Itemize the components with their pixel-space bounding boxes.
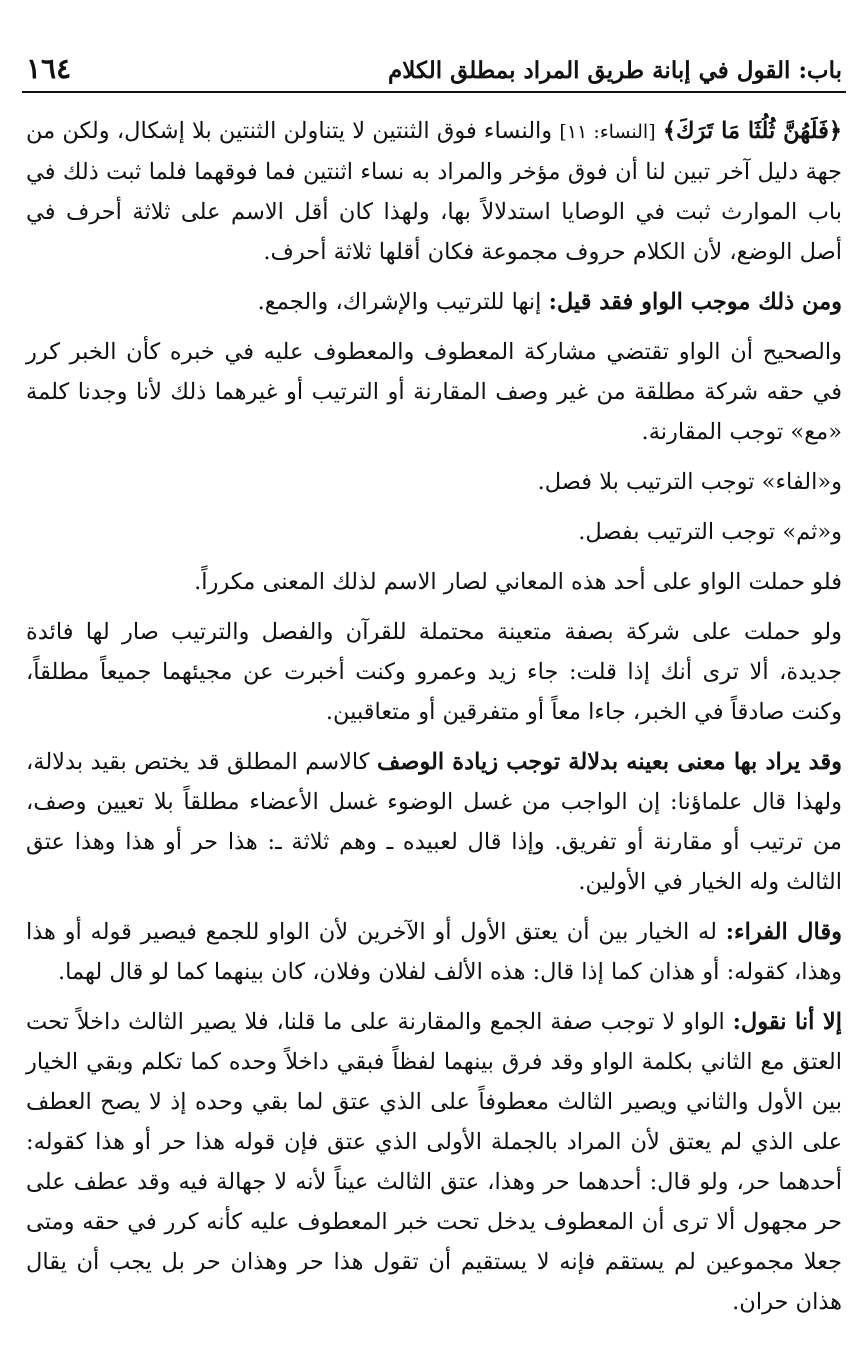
paragraph <box>26 612 842 732</box>
paragraph-text: والنساء فوق الثنتين لا يتناولن الثنتين بلا إشكال، ولكن من جهة دليل آخر تبين لنا أن فوق مؤخر والمراد به نساء اثنتين فما فوقهما فلما ثبت ذلك في باب الموارث ثبت في الوصايا استدلالاً بها، ولهذا كان أقل الاسم على ثلاثة أحرف في أصل الوضع، لأن الكلام حروف مجموعة فكان أقلها ثلاثة أحرف. <box>26 118 842 265</box>
paragraph-text: فلو حملت الواو على أحد هذه المعاني لصار الاسم لذلك المعنى مكرراً. <box>194 569 842 595</box>
paragraph-lead: وقد يراد بها معنى بعينه بدلالة توجب زيادة الوصف <box>376 749 843 775</box>
paragraph <box>26 462 842 502</box>
paragraph <box>26 912 842 992</box>
chapter-title: باب: القول في إبانة طريق المراد بمطلق الكلام <box>388 57 842 84</box>
paragraph-text: والصحيح أن الواو تقتضي مشاركة المعطوف والمعطوف عليه في خبره كأن الخبر كرر في حقه شركة مطلقة من غير وصف المقارنة أو الترتيب أو غيرهما ذلك لأنا وجدنا كلمة «مع» توجب المقارنة. <box>26 339 842 445</box>
quran-verse: ﴿فَلَهُنَّ ثُلُثَا مَا تَرَكَ﴾ <box>662 118 843 144</box>
page-number: ١٦٤ <box>26 52 72 85</box>
paragraph <box>26 1002 842 1322</box>
paragraph <box>26 332 842 452</box>
paragraph-lead: إلا أنا نقول: <box>732 1009 843 1035</box>
paragraph-text: الواو لا توجب صفة الجمع والمقارنة على ما قلنا، فلا يصير الثالث داخلاً تحت العتق مع الثاني بكلمة الواو وقد فرق بينهما لفظاً فبقي داخلاً وحده كما تكلم وبقي الخيار بين الأول والثاني ويصير الثالث معطوفاً على الذي عتق لما بقي وحده إذ لا يصح العطف على الذي لم يعتق لأن المراد بالجملة الأولى الذي عتق فإن قوله هذا حر أو هذا كقوله: أحدهما حر، ولو قال: أحدهما حر وهذا، عتق الثالث عيناً لأنه لا جهالة فيه وقد عطف على حر مجهول ألا ترى أن المعطوف يدخل تحت خبر المعطوف عليه كأنه كرر في حقه ومتى جعلا مجموعين لم يستقم فإنه لا يستقيم أن تقول هذا حر وهذان حر بل يجب أن يقال هذان حران. <box>26 1009 842 1315</box>
paragraph-text: ولو حملت على شركة بصفة متعينة محتملة للقرآن والفصل والترتيب صار لها فائدة جديدة، ألا ترى أنك إذا قلت: جاء زيد وعمرو وكنت أخبرت عن مجيئهما جميعاً مطلقاً، وكنت صادقاً في الخبر، جاءا معاً أو متفرقين أو متعاقبين. <box>26 619 842 725</box>
paragraph-text: كالاسم المطلق قد يختص بقيد بدلالة، ولهذا قال علماؤنا: إن الواجب من غسل الوضوء غسل الأعضاء مطلقاً بلا تعيين وصف، من ترتيب أو مقارنة أو تفريق. وإذا قال لعبيده ـ وهم ثلاثة ـ: هذا حر أو هذا وهذا عتق الثالث وله الخيار في الأولين. <box>26 749 842 895</box>
paragraph <box>26 512 842 552</box>
paragraph-lead: وقال الفراء: <box>725 919 842 945</box>
verse-reference: [النساء: ١١] <box>559 121 656 143</box>
running-header <box>22 52 846 93</box>
paragraph-text: إنها للترتيب والإشراك، والجمع. <box>257 289 542 315</box>
paragraph <box>26 282 842 322</box>
paragraph-text: و«الفاء» توجب الترتيب بلا فصل. <box>537 469 842 495</box>
paragraph <box>26 111 842 272</box>
paragraph-text: و«ثم» توجب الترتيب بفصل. <box>578 519 842 545</box>
paragraph-lead: ومن ذلك موجب الواو فقد قيل: <box>548 289 842 315</box>
paragraph <box>26 742 842 902</box>
page-body <box>22 111 846 1322</box>
paragraph <box>26 562 842 602</box>
paragraph-text: له الخيار بين أن يعتق الأول أو الآخرين لأن الواو للجمع فيصير قوله أو هذا وهذا، كقوله: أو هذان كما إذا قال: هذه الألف لفلان وفلان، كان بينهما كما لو قال لهما. <box>26 919 842 985</box>
